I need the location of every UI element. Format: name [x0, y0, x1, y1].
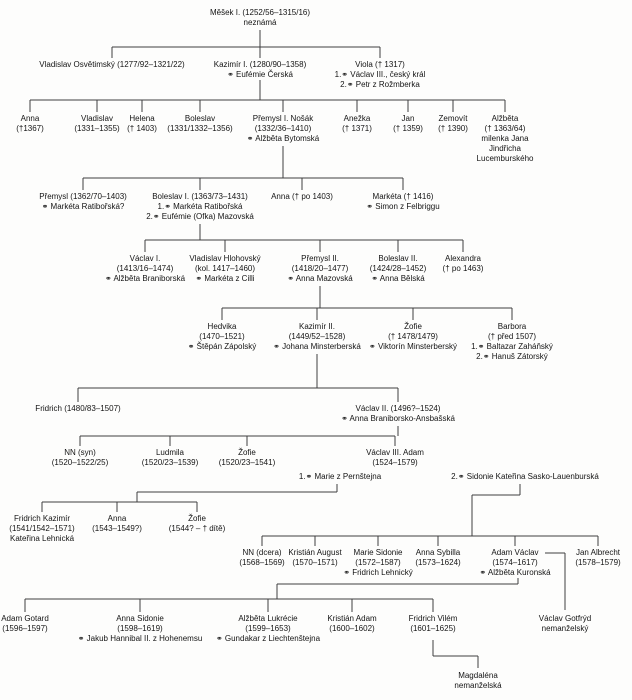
node-fridrich-kazimir: Fridrich Kazimír (1541/1542–1571) Kateřina Lehnická	[9, 514, 75, 543]
node-nn-syn: NN (syn) (1520–1522/25)	[51, 448, 109, 467]
node-alzbeta-lukrecie: Alžběta Lukrécie (1599–1653) ⚭ Gundakar z Liechtenštejna	[215, 614, 321, 643]
node-anna-sidonie: Anna Sidonie (1598–1619) ⚭ Jakub Hannibal II. z Hohenemsu	[77, 614, 203, 643]
node-boleslav-1331: Boleslav (1331/1332–1356)	[167, 114, 233, 133]
node-vaclav-gotfryd: Václav Gotfrýd nemanželský	[538, 614, 592, 633]
node-magdalena: Magdaléna nemanželská	[454, 671, 502, 690]
node-zofie-1520: Žofie (1520/23–1541)	[218, 448, 276, 467]
node-kazimir-i: Kazimír I. (1280/90–1358) ⚭ Eufémie Čerská	[213, 60, 307, 79]
node-alzbeta-1363: Alžběta († 1363/64) milenka Jana Jindřicha Lucemburského	[476, 114, 534, 163]
node-boleslav-ii: Boleslav II. (1424/28–1452) ⚭ Anna Bělská	[369, 254, 427, 283]
node-vladislav-1331: Vladislav (1331–1355)	[74, 114, 120, 133]
node-zofie-1544: Žofie (1544? – † dítě)	[168, 514, 226, 533]
node-vaclav-i: Václav I. (1413/16–1474) ⚭ Alžběta Braniborská	[104, 254, 186, 283]
node-marriage-2-sidonie-katerina: 2.⚭ Sidonie Kateřina Sasko-Lauenburská	[451, 472, 599, 481]
node-kazimir-ii: Kazimír II. (1449/52–1528) ⚭ Johana Minsterberská	[273, 322, 361, 351]
node-fridrich: Fridrich (1480/83–1507)	[35, 404, 121, 413]
node-anna-1543: Anna (1543–1549?)	[92, 514, 142, 533]
node-vladislav-osvetimsky: Vladislav Osvětimský (1277/92–1321/22)	[39, 60, 185, 69]
node-jan-albrecht: Jan Albrecht (1578–1579)	[575, 548, 621, 567]
node-marriage-1-marie-z-pernstejna: 1.⚭ Marie z Pernštejna	[298, 472, 382, 481]
node-premysl-1362: Přemysl (1362/70–1403) ⚭ Markéta Ratibořská?	[39, 192, 127, 211]
node-vaclav-ii: Václav II. (1496?–1524) ⚭ Anna Braniborsko-Ansbašská	[341, 404, 455, 423]
node-nn-dcera: NN (dcera) (1568–1569)	[239, 548, 285, 567]
node-premysl-i-nosak: Přemysl I. Nošák (1332/36–1410) ⚭ Alžběta Bytomská	[246, 114, 320, 143]
node-boleslav-i: Boleslav I. (1363/73–1431) 1.⚭ Markéta Ratibořská 2.⚭ Eufémie (Ofka) Mazovská	[146, 192, 254, 221]
node-zemovit: Zemovít († 1390)	[438, 114, 468, 133]
node-helena: Helena († 1403)	[127, 114, 157, 133]
node-fridrich-vilem: Fridrich Vilém (1601–1625)	[408, 614, 458, 633]
node-barbora: Barbora († před 1507) 1.⚭ Baltazar Zaháňský 2.⚭ Hanuš Zátorský	[471, 322, 553, 361]
node-anezka: Anežka († 1371)	[342, 114, 372, 133]
node-marie-sidonie: Marie Sidonie (1572–1587) ⚭ Fridrich Lehnický	[343, 548, 413, 577]
node-mesek-i: Měšek I. (1252/56–1315/16) neznámá	[209, 8, 311, 27]
node-anna-po-1403: Anna († po 1403)	[271, 192, 333, 201]
node-vaclav-iii-adam: Václav III. Adam (1524–1579)	[366, 448, 424, 467]
node-viola: Viola († 1317) 1.⚭ Václav III., český král 2.⚭ Petr z Rožmberka	[334, 60, 426, 89]
node-vladislav-hlohovsky: Vladislav Hlohovský (kol. 1417–1460) ⚭ Markéta z Cilli	[189, 254, 261, 283]
node-alexandra: Alexandra († po 1463)	[442, 254, 484, 273]
node-adam-gotard: Adam Gotard (1596–1597)	[1, 614, 49, 633]
node-premysl-ii: Přemysl II. (1418/20–1477) ⚭ Anna Mazovská	[287, 254, 353, 283]
node-ludmila: Ludmila (1520/23–1539)	[141, 448, 199, 467]
node-adam-vaclav: Adam Václav (1574–1617) ⚭ Alžběta Kuronská	[479, 548, 551, 577]
node-kristian-august: Kristián August (1570–1571)	[288, 548, 342, 567]
node-jan: Jan († 1359)	[393, 114, 423, 133]
node-hedvika: Hedvika (1470–1521) ⚭ Štěpán Zápolský	[187, 322, 257, 351]
node-anna-sybilla: Anna Sybilla (1573–1624)	[415, 548, 461, 567]
node-zofie-1478: Žofie († 1478/1479) ⚭ Viktorín Minsterberský	[369, 322, 457, 351]
node-anna-1367: Anna (†1367)	[16, 114, 44, 133]
node-kristian-adam: Kristián Adam (1600–1602)	[327, 614, 377, 633]
node-marketa-1416: Markéta († 1416) ⚭ Simon z Felbriggu	[366, 192, 440, 211]
